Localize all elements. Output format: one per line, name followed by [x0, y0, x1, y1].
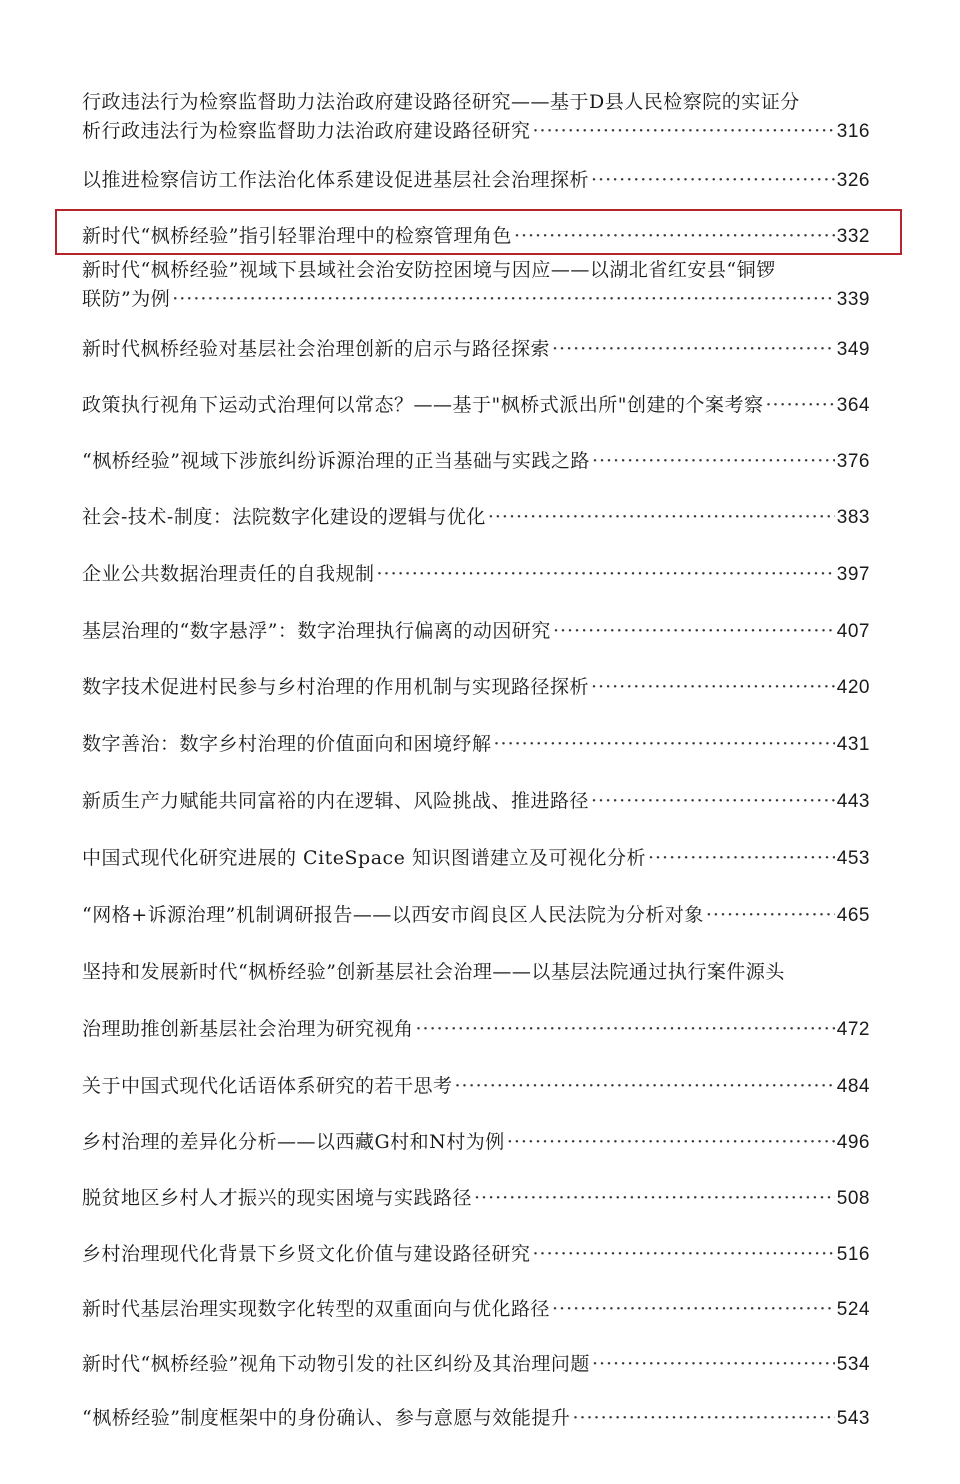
- toc-entry-title: 新时代“枫桥经验”视角下动物引发的社区纠纷及其治理问题: [82, 1353, 590, 1375]
- toc-page-number: 339: [836, 289, 870, 310]
- toc-entry[interactable]: [82, 335, 870, 364]
- toc-entry[interactable]: [82, 503, 870, 532]
- toc-entry-title: 社会-技术-制度：法院数字化建设的逻辑与优化: [82, 506, 486, 528]
- leader-dots: [591, 166, 835, 195]
- toc-page-number: 326: [836, 170, 870, 191]
- toc-entry[interactable]: [82, 901, 870, 930]
- toc-entry[interactable]: [82, 730, 870, 759]
- toc-entry-title: 乡村治理的差异化分析——以西藏G村和N村为例: [82, 1131, 505, 1153]
- toc-entry-title: 脱贫地区乡村人才振兴的现实困境与实践路径: [82, 1187, 473, 1209]
- toc-entry[interactable]: [82, 787, 870, 816]
- toc-page-number: 516: [836, 1244, 870, 1265]
- toc-page-number: 332: [836, 226, 870, 247]
- leader-dots: [706, 901, 835, 930]
- toc-entry[interactable]: [82, 560, 870, 589]
- toc-entry[interactable]: [82, 1015, 870, 1044]
- leader-dots: [507, 1128, 835, 1157]
- toc-entry-title: 以推进检察信访工作法治化体系建设促进基层社会治理探析: [82, 169, 590, 191]
- toc-entry-title: 治理助推创新基层社会治理为研究视角: [82, 1018, 414, 1040]
- toc-entry[interactable]: [82, 958, 870, 987]
- toc-page-number: 316: [836, 121, 870, 142]
- toc-page-number: 543: [836, 1408, 870, 1429]
- toc-page-number: 364: [836, 395, 870, 416]
- toc-entry[interactable]: [82, 391, 870, 420]
- highlight-box: [55, 209, 902, 255]
- leader-dots: [172, 285, 835, 314]
- toc-page-number: 376: [836, 451, 870, 472]
- leader-dots: [474, 1184, 835, 1213]
- toc-page-number: 407: [836, 621, 870, 642]
- leader-dots: [765, 391, 834, 420]
- toc-page-number: 465: [836, 905, 870, 926]
- leader-dots: [488, 503, 835, 532]
- leader-dots: [533, 117, 835, 146]
- toc-page-number: 431: [836, 734, 870, 755]
- toc-entry-title: 数字善治：数字乡村治理的价值面向和困境纾解: [82, 733, 492, 755]
- toc-entry-title: 新时代基层治理实现数字化转型的双重面向与优化路径: [82, 1298, 551, 1320]
- toc-page-number: 484: [836, 1076, 870, 1097]
- leader-dots: [494, 730, 835, 759]
- leader-dots: [553, 617, 835, 646]
- leader-dots: [455, 1072, 835, 1101]
- toc-entry-title: 政策执行视角下运动式治理何以常态？——基于"枫桥式派出所"创建的个案考察: [82, 394, 764, 416]
- toc-entry-title: 坚持和发展新时代“枫桥经验”创新基层社会治理——以基层法院通过执行案件源头: [82, 961, 785, 983]
- toc-entry-title: 中国式现代化研究进展的 CiteSpace 知识图谱建立及可视化分析: [82, 847, 646, 869]
- toc-entry-title: 新时代“枫桥经验”指引轻罪治理中的检察管理角色: [82, 225, 512, 247]
- toc-page-number: 508: [836, 1188, 870, 1209]
- toc-page-number: 453: [836, 848, 870, 869]
- leader-dots: [377, 560, 835, 589]
- toc-page-number: 534: [836, 1354, 870, 1375]
- toc-entry-title: 数字技术促进村民参与乡村治理的作用机制与实现路径探析: [82, 676, 590, 698]
- toc-entry-title: 关于中国式现代化话语体系研究的若干思考: [82, 1075, 453, 1097]
- toc-page-number: 420: [836, 677, 870, 698]
- toc-page-number: 472: [836, 1019, 870, 1040]
- toc-entry[interactable]: [82, 1350, 870, 1379]
- toc-entry[interactable]: [82, 1295, 870, 1324]
- toc-entry-title: “网格+诉源治理”机制调研报告——以西安市阎良区人民法院为分析对象: [82, 904, 704, 926]
- toc-entry[interactable]: [82, 1128, 870, 1157]
- leader-dots: [591, 787, 835, 816]
- toc-entry-title: 析行政违法行为检察监督助力法治政府建设路径研究: [82, 120, 531, 142]
- toc-entry[interactable]: [82, 844, 870, 873]
- toc-entry-title: 新时代枫桥经验对基层社会治理创新的启示与路径探索: [82, 338, 551, 360]
- toc-entry-title: 乡村治理现代化背景下乡贤文化价值与建设路径研究: [82, 1243, 531, 1265]
- leader-dots: [648, 844, 835, 873]
- toc-entry-title: 基层治理的“数字悬浮”：数字治理执行偏离的动因研究: [82, 620, 551, 642]
- leader-dots: [552, 335, 835, 364]
- leader-dots: [592, 447, 835, 476]
- toc-entry[interactable]: [82, 166, 870, 195]
- toc-page-number: 524: [836, 1299, 870, 1320]
- toc-page-number: 496: [836, 1132, 870, 1153]
- toc-entry-title: 企业公共数据治理责任的自我规制: [82, 563, 375, 585]
- toc-entry-title: 行政违法行为检察监督助力法治政府建设路径研究——基于D县人民检察院的实证分: [82, 91, 800, 113]
- toc-page-number: 383: [836, 507, 870, 528]
- toc-page-number: 397: [836, 564, 870, 585]
- leader-dots: [572, 1404, 834, 1433]
- toc-entry[interactable]: [82, 1404, 870, 1433]
- toc-entry-title: 新时代“枫桥经验”视域下县域社会治安防控困境与因应——以湖北省红安县“铜锣: [82, 259, 776, 281]
- toc-page-number: 349: [836, 339, 870, 360]
- toc-entry[interactable]: [82, 673, 870, 702]
- toc-entry[interactable]: [82, 88, 870, 146]
- leader-dots: [416, 1015, 835, 1044]
- toc-entry[interactable]: [82, 1072, 870, 1101]
- toc-entry[interactable]: [82, 1240, 870, 1269]
- toc-entry-title: 联防”为例: [82, 288, 171, 310]
- leader-dots: [533, 1240, 835, 1269]
- leader-dots: [592, 1350, 835, 1379]
- toc-entry[interactable]: [82, 447, 870, 476]
- toc-page-number: 443: [836, 791, 870, 812]
- toc-entry[interactable]: [82, 1184, 870, 1213]
- toc-entry[interactable]: [82, 256, 870, 314]
- toc-entry-title: “枫桥经验”制度框架中的身份确认、参与意愿与效能提升: [82, 1407, 571, 1429]
- leader-dots: [591, 673, 835, 702]
- leader-dots: [552, 1295, 835, 1324]
- toc-entry[interactable]: [82, 617, 870, 646]
- toc-entry-title: 新质生产力赋能共同富裕的内在逻辑、风险挑战、推进路径: [82, 790, 590, 812]
- toc-entry-title: “枫桥经验”视域下涉旅纠纷诉源治理的正当基础与实践之路: [82, 450, 590, 472]
